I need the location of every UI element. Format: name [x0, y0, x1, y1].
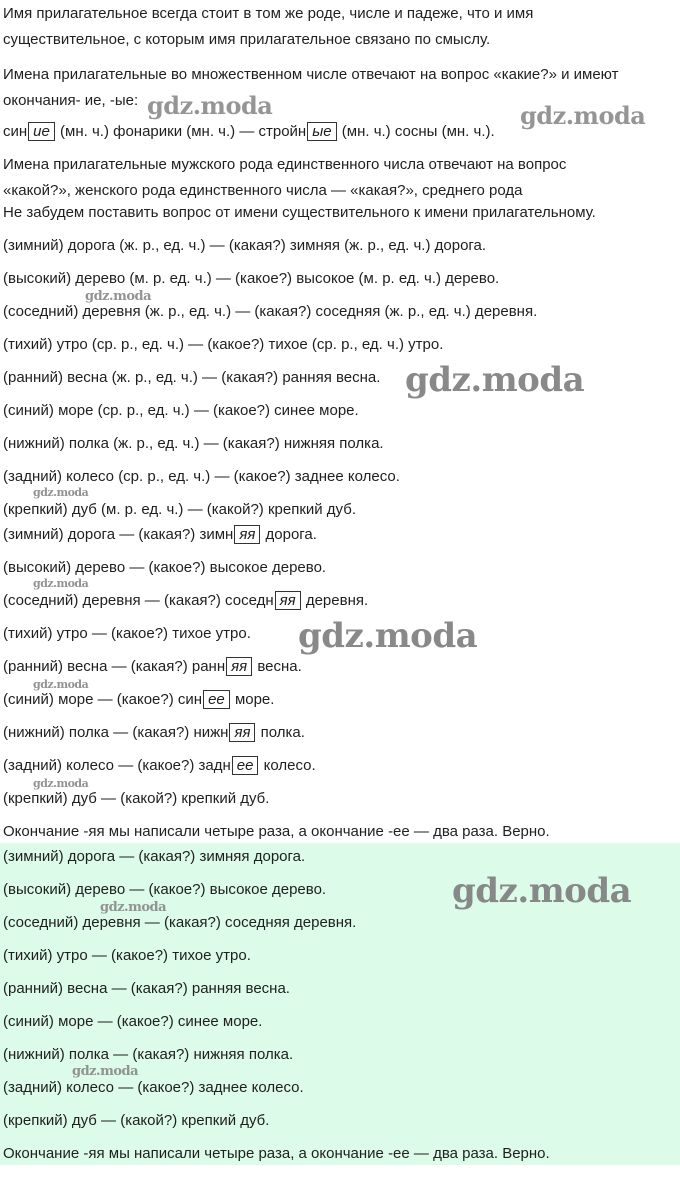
watermark: gdz.moda	[405, 360, 585, 400]
watermark: gdz.moda	[147, 91, 273, 120]
ending-box: яя	[226, 657, 252, 676]
answer-line: (синий) море — (какое?) синее море.	[3, 1013, 263, 1030]
intro-line-6: Имена прилагательные мужского рода единственного числа отвечают на вопрос	[3, 156, 567, 173]
analysis-line: (тихий) утро (ср. р., ед. ч.) — (какое?) тихое (ср. р., ед. ч.) утро.	[3, 336, 444, 353]
analysis-line: (задний) колесо (ср. р., ед. ч.) — (какое?) заднее колесо.	[3, 468, 400, 485]
ending-text: весна.	[257, 658, 302, 675]
watermark: gdz.moda	[85, 289, 152, 304]
ending-box: ые	[307, 122, 336, 141]
ending-text: (задний) колесо — (какое?) задн	[3, 757, 231, 774]
ending-text: (высокий) дерево — (какое?) высокое дерево.	[3, 559, 327, 576]
example-text-b: (мн. ч.) фонарики (мн. ч.) — стройн	[60, 123, 307, 140]
watermark: gdz.moda	[33, 577, 89, 590]
intro-line-2: существительное, с которым имя прилагательное связано по смыслу.	[3, 31, 491, 48]
analysis-line: (зимний) дорога (ж. р., ед. ч.) — (какая?) зимняя (ж. р., ед. ч.) дорога.	[3, 237, 487, 254]
ending-line	[3, 689, 274, 711]
ending-text: полка.	[260, 724, 305, 741]
watermark: gdz.moda	[452, 871, 632, 911]
intro-line-4: окончания- ие, -ые:	[3, 92, 139, 109]
answer-line: (зимний) дорога — (какая?) зимняя дорога.	[3, 848, 306, 865]
ending-text: (нижний) полка — (какая?) нижн	[3, 724, 229, 741]
ending-box: яя	[234, 525, 260, 544]
watermark: gdz.moda	[298, 616, 478, 656]
watermark: gdz.moda	[33, 777, 89, 790]
ending-box: яя	[275, 591, 301, 610]
conclusion-text: Окончание -яя мы написали четыре раза, а окончание -ее — два раза. Верно.	[3, 823, 550, 840]
answer-line: (высокий) дерево — (какое?) высокое дерево.	[3, 881, 327, 898]
ending-box: ее	[232, 756, 259, 775]
ending-text: деревня.	[305, 592, 369, 609]
answer-line: (крепкий) дуб — (какой?) крепкий дуб.	[3, 1112, 270, 1129]
intro-line-7: «какой?», женского рода единственного числа — «какая?», среднего рода	[3, 182, 523, 199]
ending-text: (синий) море — (какое?) син	[3, 691, 203, 708]
watermark: gdz.moda	[33, 678, 89, 691]
answer-conclusion: Окончание -яя мы написали четыре раза, а окончание -ее — два раза. Верно.	[3, 1145, 550, 1162]
ending-text: (крепкий) дуб — (какой?) крепкий дуб.	[3, 790, 270, 807]
ending-text: (соседний) деревня — (какая?) соседн	[3, 592, 274, 609]
analysis-line: (ранний) весна (ж. р., ед. ч.) — (какая?) ранняя весна.	[3, 369, 381, 386]
ending-text: дорога.	[265, 526, 317, 543]
answer-line: (ранний) весна — (какая?) ранняя весна.	[3, 980, 290, 997]
example-text-c: (мн. ч.) сосны (мн. ч.).	[341, 123, 495, 140]
ending-text: (тихий) утро — (какое?) тихое утро.	[3, 625, 251, 642]
ending-text: (зимний) дорога — (какая?) зимн	[3, 526, 234, 543]
watermark: gdz.moda	[33, 486, 89, 499]
analysis-line: (синий) море (ср. р., ед. ч.) — (какое?) синее море.	[3, 402, 359, 419]
intro-line-8: Не забудем поставить вопрос от имени существительного к имени прилагательному.	[3, 204, 596, 221]
analysis-line: (соседний) деревня (ж. р., ед. ч.) — (какая?) соседняя (ж. р., ед. ч.) деревня.	[3, 303, 538, 320]
watermark: gdz.moda	[520, 101, 646, 130]
ending-line	[3, 623, 251, 645]
ending-text: колесо.	[263, 757, 316, 774]
ending-line	[3, 524, 317, 546]
ending-line	[3, 722, 305, 744]
ending-line	[3, 656, 302, 678]
ending-box: яя	[229, 723, 255, 742]
ending-line	[3, 755, 316, 777]
watermark: gdz.moda	[72, 1064, 139, 1079]
answer-line: (задний) колесо — (какое?) заднее колесо.	[3, 1079, 304, 1096]
answer-line: (соседний) деревня — (какая?) соседняя деревня.	[3, 914, 357, 931]
ending-line	[3, 557, 326, 579]
answer-line: (тихий) утро — (какое?) тихое утро.	[3, 947, 251, 964]
ending-box: ее	[203, 690, 230, 709]
intro-example	[3, 121, 495, 143]
intro-line-1: Имя прилагательное всегда стоит в том же роде, числе и падеже, что и имя	[3, 5, 534, 22]
analysis-line: (крепкий) дуб (м. р. ед. ч.) — (какой?) крепкий дуб.	[3, 501, 356, 518]
ending-text: (ранний) весна — (какая?) ранн	[3, 658, 226, 675]
ending-line	[3, 590, 368, 612]
intro-line-3: Имена прилагательные во множественном числе отвечают на вопрос «какие?» и имеют	[3, 66, 619, 83]
analysis-line: (нижний) полка (ж. р., ед. ч.) — (какая?) нижняя полка.	[3, 435, 384, 452]
ending-text: море.	[234, 691, 275, 708]
example-text-a: син	[3, 123, 28, 140]
analysis-line: (высокий) дерево (м. р. ед. ч.) — (какое?) высокое (м. р. ед. ч.) дерево.	[3, 270, 500, 287]
ending-line	[3, 788, 269, 810]
watermark: gdz.moda	[100, 900, 167, 915]
answer-line: (нижний) полка — (какая?) нижняя полка.	[3, 1046, 294, 1063]
ending-box: ие	[28, 122, 55, 141]
